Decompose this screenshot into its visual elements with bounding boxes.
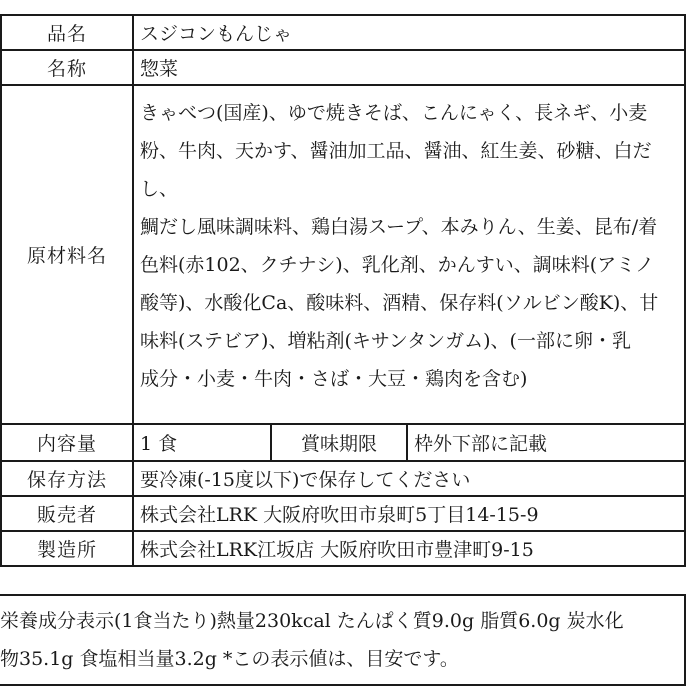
ingredients-line: 酸等)、水酸化Ca、酸味料、酒精、保存料(ソルビン酸K)、甘 bbox=[140, 292, 659, 314]
content-key: 内容量 bbox=[1, 424, 133, 461]
ingredients-value bbox=[133, 85, 685, 424]
name-value: 惣菜 bbox=[133, 50, 685, 85]
content-cell bbox=[133, 424, 685, 461]
expiry-value: 枠外下部に記載 bbox=[414, 433, 548, 455]
product-name-value: スジコンもんじゃ bbox=[133, 15, 685, 50]
row-name bbox=[1, 50, 685, 85]
seller-key: 販売者 bbox=[1, 496, 133, 531]
row-ingredients bbox=[1, 85, 685, 424]
seller-value: 株式会社LRK 大阪府吹田市泉町5丁目14-15-9 bbox=[133, 496, 685, 531]
ingredients-line: 粉、牛肉、天かす、醤油加工品、醤油、紅生姜、砂糖、白だし、 bbox=[140, 140, 652, 200]
manufacturer-key: 製造所 bbox=[1, 531, 133, 566]
row-seller bbox=[1, 496, 685, 531]
ingredients-line: 味料(ステビア)、増粘剤(キサンタンガム)、(一部に卵・乳 bbox=[140, 330, 631, 352]
row-content bbox=[1, 424, 685, 461]
ingredients-line: きゃべつ(国産)、ゆで焼きそば、こんにゃく、長ネギ、小麦 bbox=[140, 102, 648, 124]
expiry-key: 賞味期限 bbox=[272, 425, 408, 460]
manufacturer-value: 株式会社LRK江坂店 大阪府吹田市豊津町9-15 bbox=[133, 531, 685, 566]
ingredients-line: 鯛だし風味調味料、鶏白湯スープ、本みりん、生姜、昆布/着 bbox=[140, 216, 658, 238]
name-key: 名称 bbox=[1, 50, 133, 85]
ingredients-line: 成分・小麦・牛肉・さば・大豆・鶏肉を含む) bbox=[140, 368, 528, 390]
nutrition-line: 物35.1g 食塩相当量3.2g *この表示値は、目安です。 bbox=[0, 648, 459, 670]
storage-key: 保存方法 bbox=[1, 461, 133, 496]
content-value: 1 食 bbox=[134, 425, 272, 460]
storage-value: 要冷凍(-15度以下)で保存してください bbox=[133, 461, 685, 496]
row-product-name bbox=[1, 15, 685, 50]
ingredients-line: 色料(赤102、クチナシ)、乳化剤、かんすい、調味料(アミノ bbox=[140, 254, 655, 276]
food-label-table bbox=[0, 14, 686, 567]
row-manufacturer bbox=[1, 531, 685, 566]
product-name-key: 品名 bbox=[1, 15, 133, 50]
content-subrow bbox=[134, 425, 684, 460]
ingredients-key: 原材料名 bbox=[1, 85, 133, 424]
nutrition-box bbox=[0, 594, 686, 686]
row-storage bbox=[1, 461, 685, 496]
nutrition-line: 栄養成分表示(1食当たり)熱量230kcal たんぱく質9.0g 脂質6.0g 炭水化 bbox=[0, 610, 624, 632]
